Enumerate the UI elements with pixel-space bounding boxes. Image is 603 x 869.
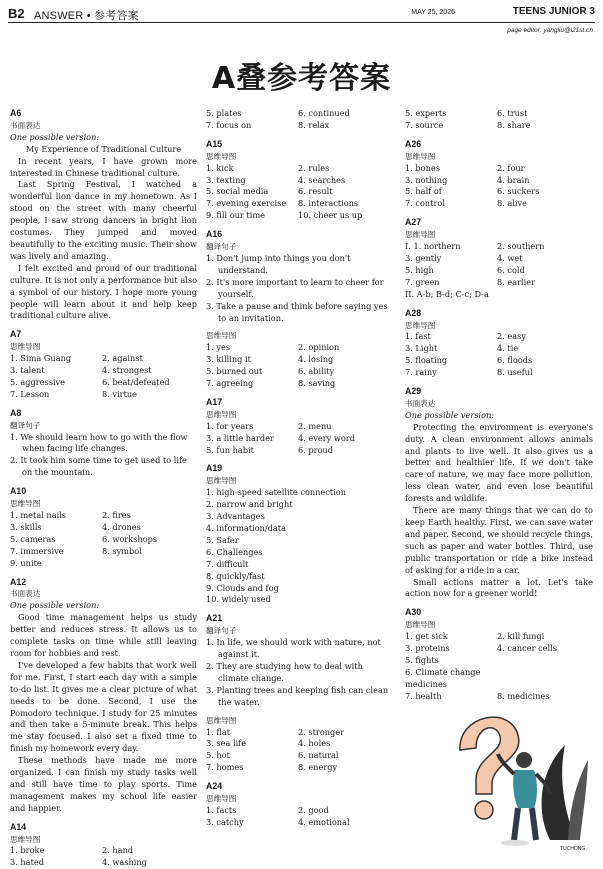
answer-item: 3. Advantages	[206, 511, 265, 522]
answer-item: 1. We should learn how to go with the flow when facing life changes.	[10, 431, 188, 454]
answer-item: 1. facts	[206, 804, 237, 815]
answer-item: 8. relax	[298, 119, 330, 130]
answer-section	[10, 486, 197, 569]
answer-item: 5. experts	[405, 108, 447, 118]
essay-paragraph: In recent years, I have grown more interested in Chinese traditional culture.	[10, 155, 197, 178]
answer-section	[10, 822, 197, 869]
answer-item: 3. texting	[206, 174, 246, 185]
answer-item: 5. half of	[405, 186, 442, 197]
answer-item: 6. Challenges	[206, 546, 263, 557]
answer-item: 6. ability	[298, 366, 335, 377]
answer-item: 8. medicines	[497, 690, 550, 701]
answer-item: 2. menu	[298, 420, 332, 431]
version-label: One possible version:	[405, 409, 495, 420]
section-id: A19	[206, 463, 223, 474]
answer-item: 1. yes	[206, 342, 231, 353]
section-type: 书面表达	[10, 589, 41, 599]
answer-item: 3. proteins	[405, 643, 450, 654]
answer-item: 7. homes	[206, 762, 244, 773]
answer-item: 6. Climate change medicines	[405, 666, 481, 689]
answer-item: 6. workshops	[102, 533, 158, 544]
answer-item: 2. southern	[497, 241, 545, 252]
section-type: 思维导图	[206, 409, 237, 419]
answer-item: 10. widely used	[206, 594, 271, 605]
answer-item: 3. talent	[10, 365, 45, 376]
essay-paragraph: There are many things that we can do to keep Earth healthy. First, we can save water and paper. Second, we should recycle things, such as paper and water bottles. Third, use public transportation or ride a bike instead of asking for a ride in a car.	[405, 505, 593, 575]
answer-item: 8. share	[497, 119, 531, 130]
answer-item: 3. a little harder	[206, 432, 274, 443]
essay-paragraph: Protecting the environment is everyone's duty. A clean environment allows animals and plants to live well. It also gives us a better and healthier life. If we don't take care of nature, we may face more pollution, less clean water, and even lose beautiful forests and wildlife.	[405, 421, 593, 504]
answer-item: 9. fill our time	[206, 210, 265, 221]
answer-item: 7. focus on	[206, 119, 252, 130]
section-id: A8	[10, 407, 22, 418]
section-type: 思维导图	[10, 342, 41, 352]
answer-item: 4. holes	[298, 738, 331, 749]
answer-section	[10, 329, 197, 400]
answer-list	[206, 487, 396, 606]
section-type: 思维导图	[405, 230, 436, 240]
answer-item: 6. beat/defeated	[102, 376, 170, 387]
section-type: 书面表达	[10, 120, 41, 130]
column-1	[10, 108, 197, 869]
section-type: 思维导图	[10, 834, 41, 844]
answer-item	[497, 667, 593, 691]
answer-item: 2. good	[298, 804, 329, 815]
answer-item: 8. earlier	[497, 276, 536, 287]
answer-item: 6. trust	[497, 108, 528, 118]
essay-heading: My Experience of Traditional Culture	[25, 143, 182, 154]
answer-item: 8. energy	[298, 762, 338, 773]
header-rule	[8, 22, 595, 23]
answer-section	[10, 408, 197, 479]
answer-grid	[206, 805, 396, 829]
answer-section	[10, 108, 197, 322]
answer-item: 3. catchy	[206, 816, 244, 827]
answer-grid	[206, 727, 396, 775]
answer-list	[10, 432, 197, 480]
answer-section	[206, 613, 396, 774]
answer-item: 4. brain	[497, 174, 530, 185]
answer-item: 4. tie	[497, 343, 519, 354]
section-id: A27	[405, 217, 422, 228]
answer-item: 5. social media	[206, 186, 269, 197]
answer-item: 8. symbol	[102, 545, 142, 556]
answer-item: 2. They are studying how to deal with climate change.	[206, 660, 363, 683]
answer-item: 1. high-speed satellite connection	[206, 487, 346, 498]
answer-item: 9. Clouds and fog	[206, 582, 279, 593]
answer-item: 4. cancer cells	[497, 643, 557, 654]
essay-paragraph: I've developed a few habits that work well for me. First, I start each day with a simple to-do list. It gives me a clear picture of what needs to be done. Second, I use the Pomodoro technique. I study for 25 minutes and then take a 5-minute break. This helps me stay focused. I also set a fixed time to finish my homework every day.	[10, 659, 197, 754]
answer-item: 1. In life, we should work with nature, not against it.	[206, 637, 381, 660]
answer-section	[405, 607, 593, 702]
answer-item: 5. high	[405, 264, 434, 275]
answer-item: 8. useful	[497, 367, 533, 378]
answer-item: 1. for years	[206, 420, 254, 431]
answer-section	[206, 781, 396, 829]
answer-item: 4. wet	[497, 252, 523, 263]
answer-item: 5. aggressive	[10, 376, 66, 387]
answer-item: 2. four	[497, 162, 525, 173]
photo-credit: TUCHONG	[560, 846, 586, 852]
answer-item: 7. immersive	[10, 545, 64, 556]
answer-item: 4. every word	[298, 432, 355, 443]
answer-extra: II. A-b; B-d; C-c; D-a	[405, 288, 489, 299]
section-id: A10	[10, 486, 27, 497]
answer-item: 3. Planting trees and keeping fish can clean the water.	[206, 684, 389, 707]
answer-grid	[10, 510, 197, 570]
answer-item: 3. nothing	[405, 174, 448, 185]
section-type: 翻译句子	[10, 420, 41, 430]
section-id: A26	[405, 138, 422, 149]
answer-item: 9. unite	[10, 557, 42, 568]
answer-item: 8. interactions	[298, 198, 359, 209]
answer-item: 1. broke	[10, 845, 45, 856]
answer-item: 6. proud	[298, 444, 334, 455]
answer-item: 7. health	[405, 690, 442, 701]
answer-item: 6. natural	[298, 750, 339, 761]
answer-item: 3. Light	[405, 343, 438, 354]
section-type: 思维导图	[206, 151, 237, 161]
section-id: A21	[206, 613, 223, 624]
answer-item: 7. source	[405, 119, 444, 130]
section-type: 书面表达	[405, 398, 436, 408]
essay-paragraph: Last Spring Festival, I watched a wonderful lion dance in my hometown. As I stood on the street with many cheerful people, I saw strong dancers in bright lion costumes. They jumped and moved beautifully to the exciting music. Their show was lively and amazing.	[10, 179, 197, 261]
answer-item: 1. metal nails	[10, 510, 67, 520]
answer-item: 2. fires	[102, 510, 131, 520]
column-3	[405, 108, 593, 703]
answer-item: 8. quickly/fast	[206, 570, 265, 581]
answer-item: 1. kick	[206, 162, 234, 173]
page-editor: page editor: yangliu@i21st.cn	[507, 27, 593, 34]
answer-item: 8. saving	[298, 378, 336, 389]
answer-item: 2. rules	[298, 162, 330, 173]
section-type: 翻译句子	[206, 626, 237, 636]
section-id: A14	[10, 821, 27, 832]
essay-paragraph: I felt excited and proud of our traditional culture. It is not only a performance but also a symbol of our history. I hope more young people will learn about it and help keep traditional culture alive.	[10, 262, 197, 321]
answer-item: 4. strongest	[102, 365, 152, 376]
section-type: 思维导图	[405, 620, 436, 630]
section-type: 思维导图	[206, 476, 237, 486]
answer-item: 5. Safer	[206, 534, 239, 545]
answer-grid	[206, 108, 396, 132]
answer-item: 5. hot	[206, 750, 230, 761]
section-id: A15	[206, 138, 223, 149]
answer-item: 2. It took him some time to get used to life on the mountain.	[10, 455, 187, 478]
section-type: 思维导图	[405, 320, 436, 330]
answer-item: 2. kill fungi	[497, 631, 545, 642]
section-id: A16	[206, 229, 223, 240]
answer-item: 3. sea life	[206, 738, 247, 749]
essay-paragraph: Small actions matter a lot. Let's take action now for a greener world!	[405, 576, 593, 599]
answer-item: I. 1. northern	[405, 241, 461, 252]
answer-grid	[206, 163, 396, 223]
issue-date: MAY 25, 2026	[411, 9, 455, 16]
answer-item: 4. washing	[102, 857, 147, 868]
section-id: A6	[10, 108, 22, 118]
answer-list	[206, 637, 396, 708]
answer-item: 4. searches	[298, 174, 346, 185]
answer-section	[405, 217, 593, 300]
answer-item: 2. stronger	[298, 726, 345, 737]
paper-name: TEENS JUNIOR 3	[512, 6, 595, 17]
answer-item: 5. cameras	[10, 533, 56, 544]
answer-item: 4. drones	[102, 521, 141, 532]
section-id: A24	[206, 781, 223, 792]
answer-section	[405, 308, 593, 379]
answer-grid	[206, 421, 396, 457]
answer-item: 1. Sima Guang	[10, 353, 72, 364]
answer-item: 1. Don't jump into things you don't understand.	[206, 252, 351, 275]
answer-item: 7. control	[405, 198, 445, 209]
answer-item: 4. losing	[298, 354, 334, 365]
answer-item: 5. fights	[405, 654, 439, 665]
answer-item: 3. hated	[10, 857, 44, 868]
answer-item: 10. cheer us up	[298, 210, 363, 221]
section-type: 思维导图	[206, 715, 237, 725]
section-id: A17	[206, 396, 223, 407]
section-type: 思维导图	[405, 151, 436, 161]
answer-item: 5. floating	[405, 355, 448, 366]
answer-item: 7. rainy	[405, 367, 437, 378]
answer-item: 7. difficult	[206, 558, 249, 569]
answer-section	[206, 229, 396, 390]
answer-item: 3. skills	[10, 521, 42, 532]
page-title: A叠参考答案	[211, 61, 392, 96]
answer-item: 7. evening exercise	[206, 198, 287, 209]
answer-item: 1. bones	[405, 162, 440, 173]
essay-paragraph: These methods have made me more organized. I can finish my study tasks well and still have time to play sports. Time management makes my school life easier and happier.	[10, 755, 197, 813]
section-type: 思维导图	[206, 794, 237, 804]
answer-item: 8. virtue	[102, 388, 137, 399]
answer-grid	[10, 845, 197, 869]
answer-item: 6. cold	[497, 264, 525, 275]
answer-section	[405, 139, 593, 210]
answer-grid	[206, 342, 396, 390]
answer-section	[206, 108, 396, 132]
section-id: A29	[405, 386, 422, 397]
answer-item: 6. continued	[298, 108, 350, 118]
section-type: 思维导图	[206, 331, 237, 341]
answer-grid	[405, 108, 593, 132]
answer-item: 7. green	[405, 276, 440, 287]
answer-section	[206, 463, 396, 606]
answer-grid	[405, 163, 593, 211]
answer-grid	[10, 353, 197, 401]
page-number: B2	[8, 6, 25, 21]
version-label: One possible version:	[10, 131, 100, 142]
column-2	[206, 108, 396, 829]
section-title: ANSWER • 参考答案	[34, 10, 139, 22]
answer-section	[405, 386, 593, 600]
answer-item	[497, 655, 593, 667]
section-id: A7	[10, 329, 22, 340]
answer-item: 6. floods	[497, 355, 533, 366]
page-header	[8, 6, 595, 22]
answer-grid	[405, 241, 593, 289]
answer-item: 2. It's more important to learn to cheer for yourself.	[206, 276, 384, 299]
version-label: One possible version:	[10, 600, 100, 611]
answer-section	[405, 108, 593, 132]
answer-item: 6. result	[298, 186, 333, 197]
answer-item: 5. plates	[206, 108, 242, 118]
answer-item: 6. suckers	[497, 186, 540, 197]
answer-item: 5. fun habit	[206, 444, 254, 455]
section-type: 翻译句子	[206, 242, 237, 252]
section-type: 思维导图	[10, 499, 41, 509]
answer-item: 7. Lesson	[10, 388, 50, 399]
answer-item: 1. flat	[206, 726, 231, 737]
answer-section	[10, 577, 197, 815]
answer-item: 2. narrow and bright	[206, 499, 293, 510]
answer-section	[206, 397, 396, 457]
answer-list	[206, 253, 396, 324]
answer-item: 8. alive	[497, 198, 528, 209]
answer-item: 5. burned out	[206, 366, 263, 377]
answer-item: 4. emotional	[298, 816, 350, 827]
answer-item: 2. hand	[102, 845, 134, 856]
answer-item: 3. killing it	[206, 354, 251, 365]
section-id: A12	[10, 576, 27, 587]
answer-item: 2. against	[102, 353, 143, 364]
answer-item: 3. Take a pause and think before saying yes to an invitation.	[206, 300, 388, 323]
essay-paragraph: Good time management helps us study better and reduces stress. It allows us to complete tasks on time while still leaving room for hobbies and rest.	[10, 612, 197, 658]
answer-item: 1. get sick	[405, 631, 448, 642]
answer-grid	[405, 331, 593, 379]
answer-item: 7. agreeing	[206, 378, 254, 389]
answer-item: 3. gently	[405, 252, 442, 263]
section-id: A30	[405, 607, 422, 618]
answer-item: 2. easy	[497, 331, 526, 342]
answer-item: 4. information/data	[206, 523, 286, 533]
answer-item: 2. opinion	[298, 342, 340, 353]
section-id: A28	[405, 307, 422, 318]
answer-section	[206, 139, 396, 222]
question-mark-illustration	[440, 690, 590, 850]
answer-item: 1. fast	[405, 331, 431, 342]
